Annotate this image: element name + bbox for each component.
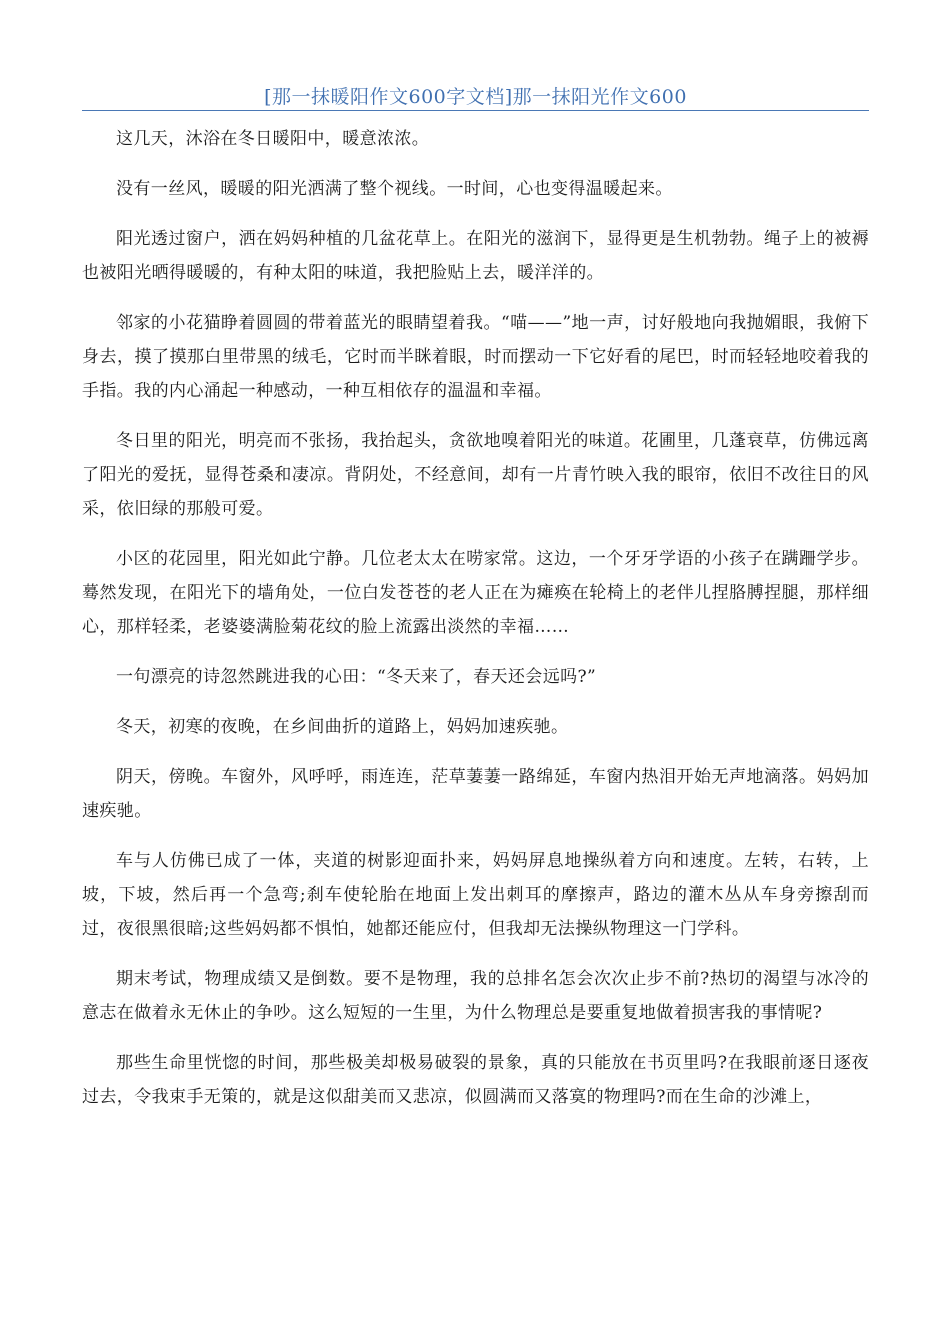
paragraph: 没有一丝风，暖暖的阳光洒满了整个视线。一时间，心也变得温暖起来。 [116,179,673,199]
article-body [82,122,869,1130]
paragraph: 期末考试，物理成绩又是倒数。要不是物理，我的总排名怎会次次止步不前?热切的渴望与冰冷的意志在做着永无休止的争吵。这么短短的一生里，为什么物理总是要重复地做着损害我的事情呢? [82,969,869,1023]
paragraph: 车与人仿佛已成了一体，夹道的树影迎面扑来，妈妈屏息地操纵着方向和速度。左转，右转，上坡，下坡，然后再一个急弯;刹车使轮胎在地面上发出刺耳的摩擦声，路边的灌木丛从车身旁擦刮而过，夜很黑很暗;这些妈妈都不惧怕，她都还能应付，但我却无法操纵物理这一门学科。 [82,851,869,939]
paragraph: 小区的花园里，阳光如此宁静。几位老太太在唠家常。这边，一个牙牙学语的小孩子在蹒跚学步。蓦然发现，在阳光下的墙角处，一位白发苍苍的老人正在为瘫痪在轮椅上的老伴儿捏胳膊捏腿，那样细心，那样轻柔，老婆婆满脸菊花纹的脸上流露出淡然的幸福…… [82,549,869,637]
paragraph: 冬日里的阳光，明亮而不张扬，我抬起头，贪欲地嗅着阳光的味道。花圃里，几蓬衰草，仿佛远离了阳光的爱抚，显得苍桑和凄凉。背阴处，不经意间，却有一片青竹映入我的眼帘，依旧不改往日的风采，依旧绿的那般可爱。 [82,431,869,519]
paragraph: 阳光透过窗户，洒在妈妈种植的几盆花草上。在阳光的滋润下，显得更是生机勃勃。绳子上的被褥也被阳光晒得暖暖的，有种太阳的味道，我把脸贴上去，暖洋洋的。 [82,229,869,283]
paragraph: 邻家的小花猫睁着圆圆的带着蓝光的眼睛望着我。“喵——”地一声，讨好般地向我抛媚眼，我俯下身去，摸了摸那白里带黑的绒毛，它时而半眯着眼，时而摆动一下它好看的尾巴，时而轻轻地咬着我的手指。我的内心涌起一种感动，一种互相依存的温温和幸福。 [82,313,869,401]
page-header [82,80,869,111]
paragraph: 冬天，初寒的夜晚，在乡间曲折的道路上，妈妈加速疾驰。 [116,717,569,737]
paragraph: 那些生命里恍惚的时间，那些极美却极易破裂的景象，真的只能放在书页里吗?在我眼前逐日逐夜过去，令我束手无策的，就是这似甜美而又悲凉，似圆满而又落寞的物理吗?而在生命的沙滩上， [82,1053,869,1107]
paragraph: 阴天，傍晚。车窗外，风呼呼，雨连连，茫草萋萋一路绵延，车窗内热泪开始无声地滴落。妈妈加速疾驰。 [82,767,869,821]
paragraph: 一句漂亮的诗忽然跳进我的心田：“冬天来了，春天还会远吗?” [116,667,597,687]
document-title: [那一抹暖阳作文600字文档]那一抹阳光作文600 [264,86,687,108]
paragraph: 这几天，沐浴在冬日暖阳中，暖意浓浓。 [116,129,430,149]
